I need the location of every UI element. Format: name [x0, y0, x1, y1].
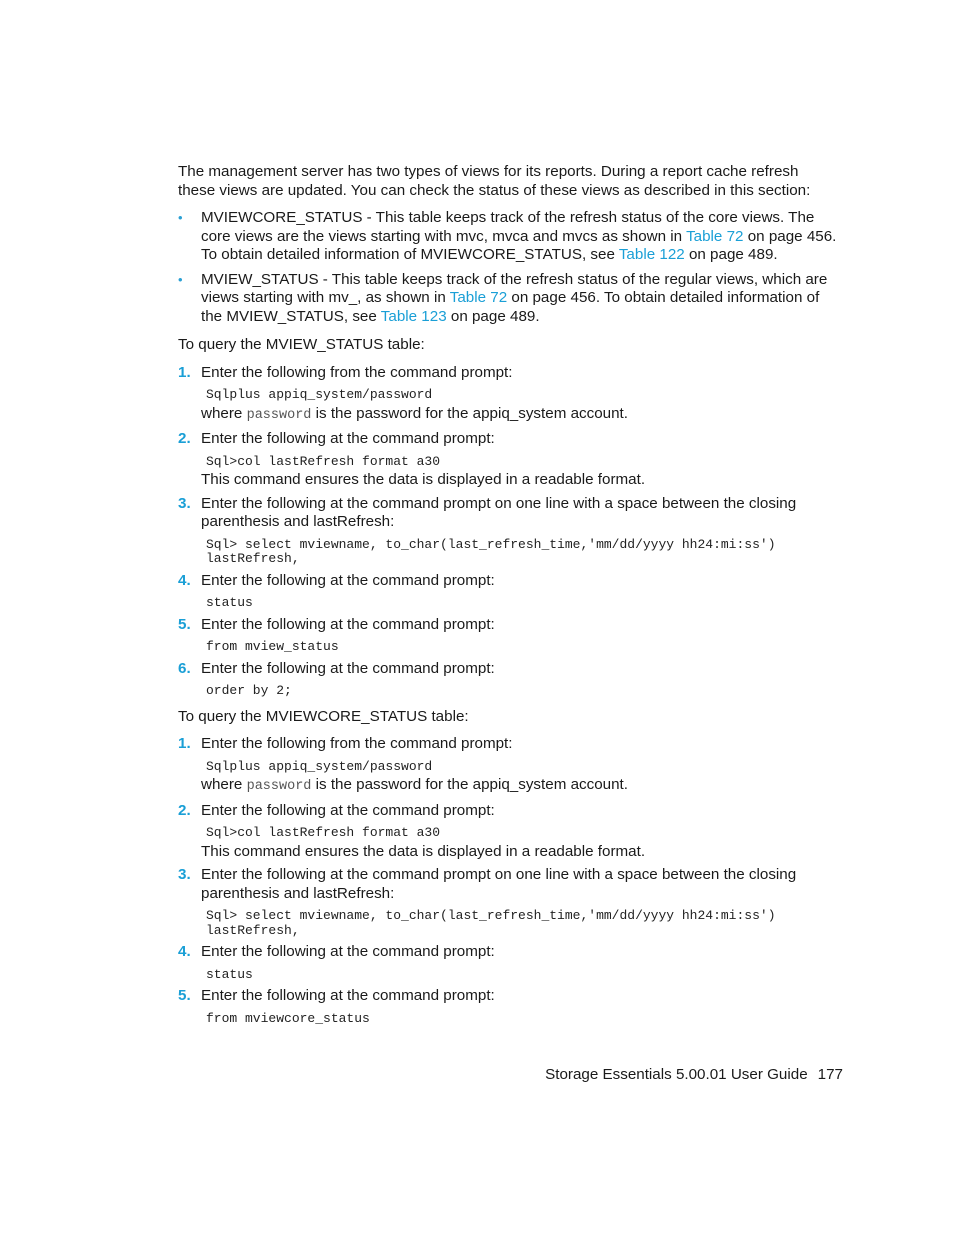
- code-block: Sqlplus appiq_system/password: [206, 387, 433, 402]
- step-number: 1.: [178, 735, 191, 752]
- page-body: [178, 163, 838, 1035]
- code-block: Sql> select mviewname, to_char(last_refresh_time,'mm/dd/yyyy hh24:mi:ss') lastRefresh,: [206, 536, 776, 566]
- code-block: from mviewcore_status: [206, 1010, 370, 1026]
- step-item: [178, 802, 838, 862]
- step-number: 2.: [178, 801, 191, 819]
- step-item: [178, 943, 838, 982]
- link-table-123[interactable]: Table 123: [380, 307, 447, 325]
- step-text: Enter the following at the command prompt on one line with a space between the closing parenthesis and lastRefresh:: [201, 494, 797, 530]
- step-note: This command ensures the data is displayed in a readable format.: [201, 842, 646, 860]
- view-types-list: [178, 209, 838, 326]
- steps-mview-status: [178, 364, 838, 699]
- step-number: 4.: [178, 571, 191, 589]
- step-note: where password is the password for the appiq_system account.: [201, 404, 628, 423]
- step-item: [178, 430, 838, 490]
- step-item: [178, 572, 838, 611]
- step-text: Enter the following at the command prompt:: [201, 615, 495, 633]
- code-block: status: [206, 966, 253, 982]
- section-lead-mview-status: To query the MVIEW_STATUS table:: [178, 336, 425, 353]
- code-block: Sql>col lastRefresh format a30: [206, 825, 441, 840]
- code-block: Sqlplus appiq_system/password: [206, 758, 433, 774]
- step-text: Enter the following at the command prompt:: [201, 659, 495, 677]
- page-number: 177: [817, 1066, 843, 1083]
- step-text: Enter the following at the command prompt on one line with a space between the closing parenthesis and lastRefresh:: [201, 866, 797, 902]
- section-lead-mviewcore-status: To query the MVIEWCORE_STATUS table:: [178, 707, 469, 725]
- bullet-mviewcore-status: • MVIEWCORE_STATUS - This table keeps track of the refresh status of the core views. The core views are the views starting with mvc, mvca and mvcs as shown in Table 72 on page 456. To obtain detailed information of MVIEWCORE_STATUS, see Table 122 on page 489.: [178, 209, 837, 263]
- step-text: Enter the following from the command prompt:: [201, 735, 513, 752]
- step-item: [178, 364, 838, 426]
- step-item: [178, 660, 838, 699]
- step-item: [178, 987, 838, 1026]
- step-text: Enter the following at the command prompt:: [201, 987, 495, 1004]
- step-text: Enter the following at the command prompt:: [201, 571, 495, 589]
- step-number: 3.: [178, 494, 191, 512]
- inline-code: password: [246, 407, 312, 423]
- code-block: status: [206, 595, 253, 610]
- bullet-mview-status: • MVIEW_STATUS - This table keeps track of the refresh status of the regular views, which are views starting with mv_, as shown in Table 72 on page 456. To obtain detailed information of the MVIEW_STATUS, see Table 123 on page 489.: [178, 270, 828, 325]
- code-block: Sql>col lastRefresh format a30: [206, 453, 441, 469]
- step-text: Enter the following at the command prompt:: [201, 801, 495, 819]
- step-note: where password is the password for the appiq_system account.: [201, 776, 628, 794]
- intro-paragraph: The management server has two types of views for its reports. During a report cache refresh these views are updated. You can check the status of these views as described in this section:: [178, 163, 811, 199]
- link-table-72[interactable]: Table 72: [686, 227, 744, 245]
- step-text: Enter the following at the command prompt:: [201, 943, 495, 960]
- step-number: 5.: [178, 987, 191, 1004]
- link-table-72[interactable]: Table 72: [449, 289, 508, 306]
- step-number: 6.: [178, 659, 191, 677]
- steps-mviewcore-status: [178, 735, 838, 1026]
- step-number: 3.: [178, 866, 191, 883]
- footer-title: Storage Essentials 5.00.01 User Guide: [545, 1066, 808, 1083]
- code-block: order by 2;: [206, 683, 292, 698]
- code-block: from mview_status: [206, 639, 339, 654]
- link-table-122[interactable]: Table 122: [618, 246, 685, 263]
- step-text: Enter the following at the command prompt:: [201, 430, 495, 447]
- step-text: Enter the following from the command prompt:: [201, 363, 513, 381]
- step-item: [178, 866, 838, 938]
- step-number: 5.: [178, 615, 191, 633]
- step-number: 1.: [178, 363, 191, 381]
- step-number: 4.: [178, 943, 191, 960]
- step-item: [178, 616, 838, 655]
- step-item: [178, 735, 838, 797]
- page-footer: [545, 1066, 843, 1085]
- code-block: Sql> select mviewname, to_char(last_refresh_time,'mm/dd/yyyy hh24:mi:ss') lastRefresh,: [206, 908, 776, 938]
- bullet-icon: •: [178, 271, 183, 287]
- step-item: [178, 495, 838, 567]
- bullet-icon: •: [178, 210, 183, 225]
- step-number: 2.: [178, 430, 191, 447]
- inline-code: password: [246, 779, 312, 794]
- step-note: This command ensures the data is displayed in a readable format.: [201, 471, 646, 488]
